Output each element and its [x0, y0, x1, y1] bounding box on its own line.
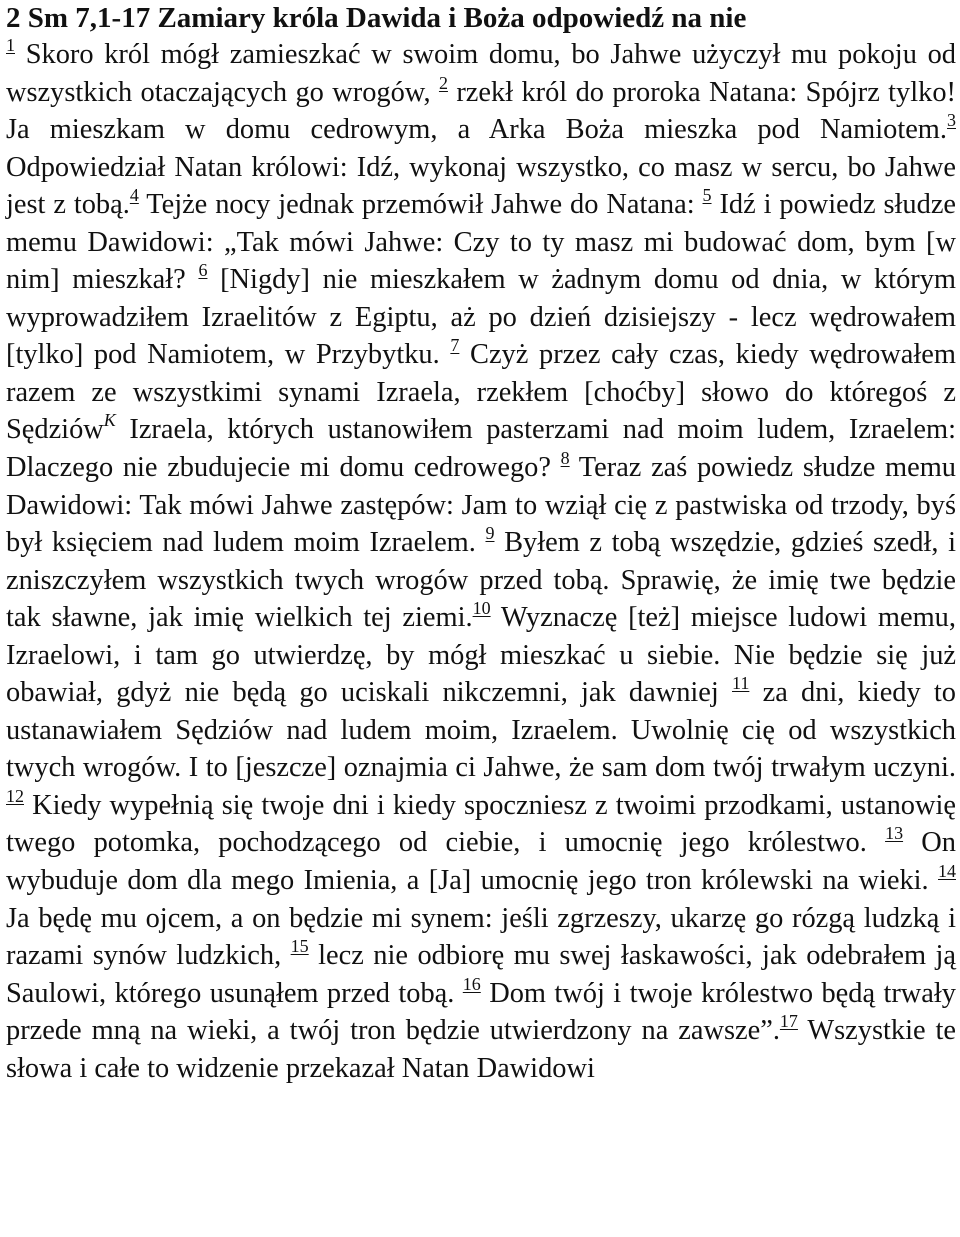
verse-number-17[interactable]: 17	[779, 1011, 798, 1032]
verse-number-7[interactable]: 7	[450, 335, 460, 356]
verse-number-3[interactable]: 3	[947, 110, 956, 131]
verse-number-8[interactable]: 8	[560, 448, 570, 469]
verse-number-14[interactable]: 14	[938, 861, 956, 882]
verse-number-4[interactable]: 4	[129, 185, 139, 206]
verse-text-13: On wybuduje dom dla mego Imienia, a [Ja] umocnię jego tron królewski na wieki.	[6, 827, 956, 897]
verse-number-12[interactable]: 12	[6, 785, 24, 806]
verse-text-10: Wyznaczę [też] miejsce ludowi memu, Izraelowi, i tam go utwierdzę, by mógł mieszkać u siebie. Nie będzie się już obawiał, gdyż nie będą go uciskali nikczemni, jak dawniej	[6, 602, 956, 709]
verse-text-14: Ja będę mu ojcem, a on będzie mi synem: jeśli zgrzeszy, ukarzę go rózgą ludzką i razami synów ludzkich,	[6, 902, 956, 972]
verse-text-2: rzekł król do proroka Natana: Spójrz tylko! Ja mieszkam w domu cedrowym, a Arka Boża mieszka pod Namiotem.	[6, 76, 956, 146]
verse-text-5: Idź i powiedz słudze memu Dawidowi: „Tak mówi Jahwe: Czy to ty masz mi budować dom, bym [w nim] mieszkał?	[6, 189, 957, 296]
verse-number-9[interactable]: 9	[485, 523, 495, 544]
page-title: 2 Sm 7,1-17 Zamiary króla Dawida i Boża odpowiedź na nie	[6, 2, 747, 34]
footnote-marker-k: K	[103, 410, 116, 431]
verse-number-13[interactable]: 13	[885, 823, 904, 844]
verse-text-12: Kiedy wypełnią się twoje dni i kiedy spoczniesz z twoimi przodkami, ustanowię twego potomka, pochodzącego od ciebie, i umocnię jego królestwo.	[6, 789, 956, 859]
verse-text-17: Wszystkie te słowa i całe to widzenie przekazał Natan Dawidowi	[6, 1015, 956, 1084]
verse-text-9: Byłem z tobą wszędzie, gdzieś szedł, i zniszczyłem wszystkich twych wrogów przed tobą. Sprawię, że imię twe będzie tak sławne, jak imię wielkich tej ziemi.	[6, 527, 956, 634]
verse-text-7b: Izraela, których ustanowiłem pasterzami nad moim ludem, Izraelem: Dlaczego nie zbudujecie mi domu cedrowego?	[6, 414, 956, 484]
passage-text	[6, 36, 956, 1087]
verse-text-16: Dom twój i twoje królestwo będą trwały przede mną na wieki, a twój tron będzie utwierdzony na zawsze”.	[6, 977, 956, 1047]
verse-number-10[interactable]: 10	[472, 598, 491, 619]
verse-number-2[interactable]: 2	[438, 72, 448, 93]
verse-number-1[interactable]: 1	[6, 35, 15, 55]
verse-text-1: Skoro król mógł zamieszkać w swoim domu, bo Jahwe użyczył mu pokoju od wszystkich otaczających go wrogów,	[6, 39, 956, 108]
verse-text-6: [Nigdy] nie mieszkałem w żadnym domu od dnia, w którym wyprowadziłem Izraelitów z Egiptu, aż po dzień dzisiejszy - lecz wędrowałem [tylko] pod Namiotem, w Przybytku.	[6, 264, 957, 371]
verse-text-4: Tejże nocy jednak przemówił Jahwe do Natana:	[146, 189, 703, 221]
verse-number-5[interactable]: 5	[702, 185, 712, 206]
verse-number-15[interactable]: 15	[290, 936, 309, 957]
verse-text-3: Odpowiedział Natan królowi: Idź, wykonaj wszystko, co masz w sercu, bo Jahwe jest z tobą.	[6, 151, 956, 221]
verse-number-11[interactable]: 11	[732, 673, 750, 694]
verse-number-6[interactable]: 6	[198, 260, 208, 281]
verse-number-16[interactable]: 16	[462, 973, 481, 994]
verse-text-7a: Czyż przez cały czas, kiedy wędrowałem razem ze wszystkimi synami Izraela, rzekłem [choćby] słowo do któregoś z Sędziów	[6, 339, 956, 446]
verse-text-8: Teraz zaś powiedz słudze memu Dawidowi: Tak mówi Jahwe zastępów: Jam to wziął cię z pastwiska od trzody, byś był księciem nad ludem moim Izraelem.	[6, 452, 956, 559]
verse-text-11: za dni, kiedy to ustanawiałem Sędziów nad ludem moim, Izraelem. Uwolnię cię od wszystkich twych wrogów. I to [jeszcze] oznajmia ci Jahwe, że sam dom twój trwałym uczyni.	[6, 677, 956, 784]
verse-text-15: lecz nie odbiorę mu swej łaskawości, jak odebrałem ją Saulowi, którego usunąłem przed tobą.	[6, 940, 956, 1009]
